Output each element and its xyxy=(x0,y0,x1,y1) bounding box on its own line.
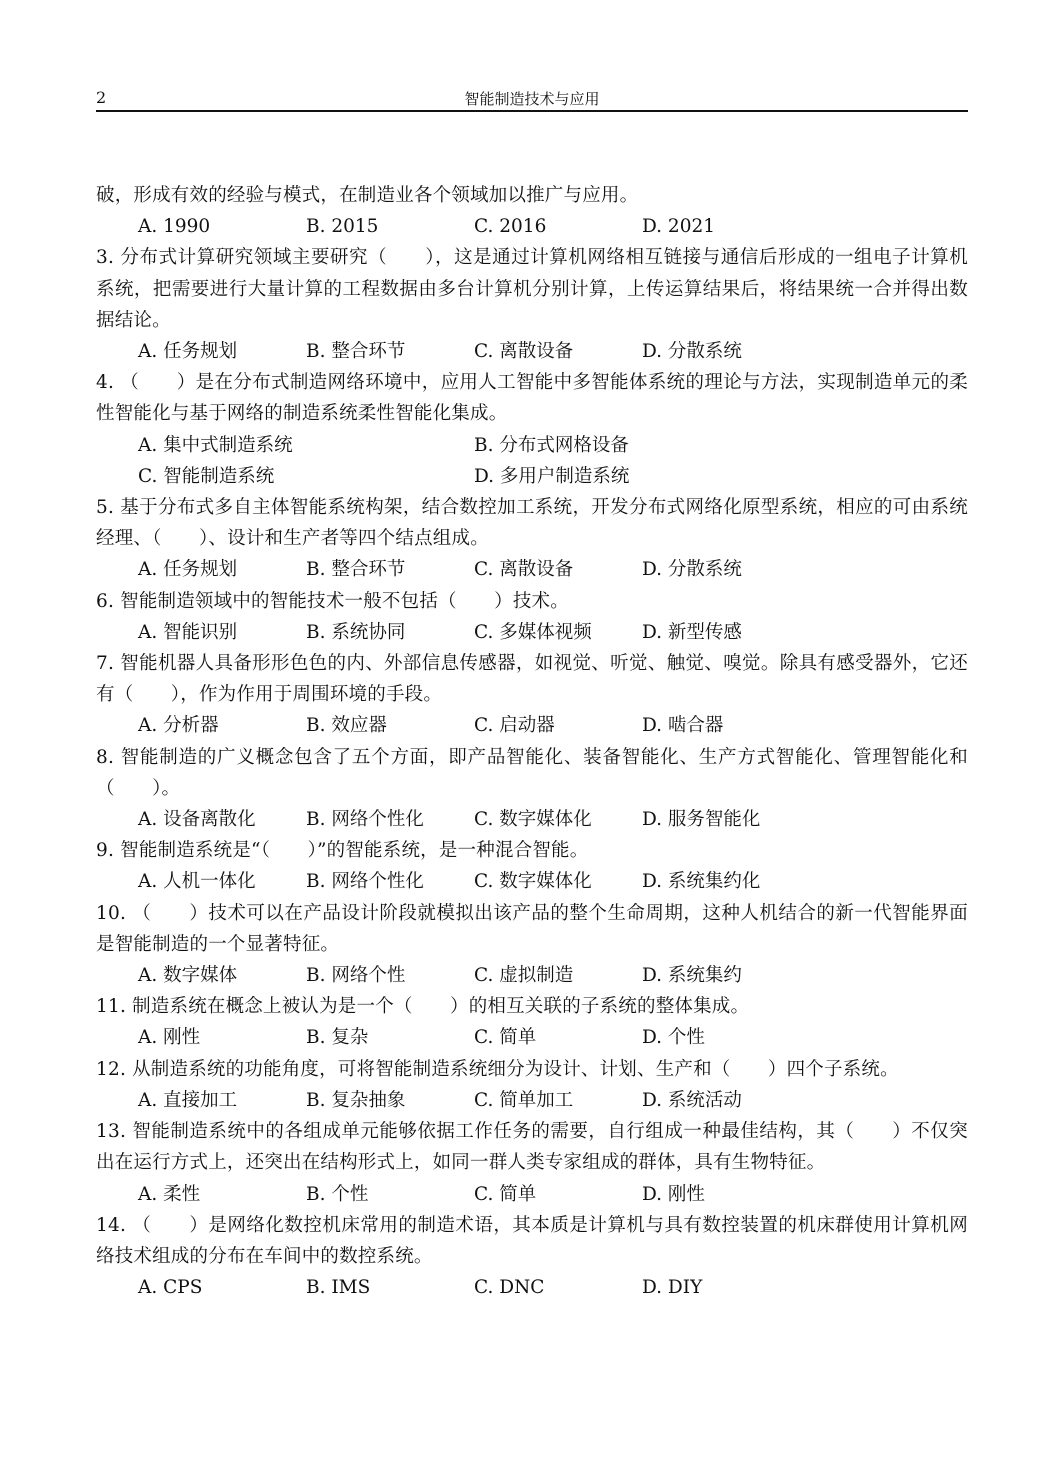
answer-option: B. IMS xyxy=(306,1277,371,1299)
question-block xyxy=(96,242,968,367)
option-row xyxy=(96,1085,968,1116)
answer-option: A. 分析器 xyxy=(138,715,219,737)
answer-option: D. 系统集约化 xyxy=(642,871,761,893)
answer-option: B. 复杂 xyxy=(306,1027,369,1049)
question-stem: 12. 从制造系统的功能角度，可将智能制造系统细分为设计、计划、生产和（ ）四个子系统。 xyxy=(96,1058,899,1080)
question-block xyxy=(96,648,968,742)
answer-option: A. 1990 xyxy=(138,216,211,238)
answer-option: A. 柔性 xyxy=(138,1183,201,1205)
question-stem: 5. 基于分布式多自主体智能系统构架，结合数控加工系统，开发分布式网络化原型系统，相应的可由系统经理、（ ）、设计和生产者等四个结点组成。 xyxy=(96,497,968,550)
question-block xyxy=(96,492,968,586)
answer-option: B. 网络个性化 xyxy=(306,871,424,893)
question-stem: 4. （ ）是在分布式制造网络环境中，应用人工智能中多智能体系统的理论与方法，实现制造单元的柔性智能化与基于网络的制造系统柔性智能化集成。 xyxy=(96,372,968,425)
option-row xyxy=(96,710,968,741)
question-stem: 13. 智能制造系统中的各组成单元能够依据工作任务的需要，自行组成一种最佳结构，其（ ）不仅突出在运行方式上，还突出在结构形式上，如同一群人类专家组成的群体，具有生物特征。 xyxy=(96,1121,968,1174)
option-row xyxy=(96,866,968,897)
option-row xyxy=(96,554,968,585)
answer-option: D. 刚性 xyxy=(642,1183,705,1205)
option-row xyxy=(96,960,968,991)
answer-option: D. 啮合器 xyxy=(642,715,724,737)
question-stem: 破，形成有效的经验与模式，在制造业各个领域加以推广与应用。 xyxy=(96,185,639,206)
answer-option: C. 智能制造系统 xyxy=(138,465,275,487)
answer-option: D. 个性 xyxy=(642,1027,705,1049)
question-stem: 7. 智能机器人具备形形色色的内、外部信息传感器，如视觉、听觉、触觉、嗅觉。除具有感受器外，它还有（ ），作为作用于周围环境的手段。 xyxy=(96,653,968,706)
answer-option: B. 效应器 xyxy=(306,715,387,737)
answer-option: B. 网络个性化 xyxy=(306,809,424,831)
question-block xyxy=(96,180,968,242)
answer-option: D. 分散系统 xyxy=(642,559,742,581)
answer-option: C. 多媒体视频 xyxy=(474,621,592,643)
running-header xyxy=(96,86,968,110)
answer-option: D. 新型传感 xyxy=(642,621,742,643)
answer-option: A. 集中式制造系统 xyxy=(138,434,293,456)
answer-option: C. 简单 xyxy=(474,1183,537,1205)
answer-option: C. 简单加工 xyxy=(474,1089,574,1111)
question-block xyxy=(96,367,968,492)
answer-option: C. 数字媒体化 xyxy=(474,871,592,893)
question-block xyxy=(96,1116,968,1210)
question-stem: 3. 分布式计算研究领域主要研究（ ），这是通过计算机网络相互链接与通信后形成的一组电子计算机系统，把需要进行大量计算的工程数据由多台计算机分别计算，上传运算结果后，将结果统一合并得出数据结论。 xyxy=(96,247,968,331)
option-row xyxy=(96,336,968,367)
answer-option: B. 个性 xyxy=(306,1183,369,1205)
answer-option: B. 2015 xyxy=(306,216,379,238)
question-stem: 10. （ ）技术可以在产品设计阶段就模拟出该产品的整个生命周期，这种人机结合的新一代智能界面是智能制造的一个显著特征。 xyxy=(96,902,968,955)
answer-option: A. 数字媒体 xyxy=(138,965,238,987)
question-block xyxy=(96,586,968,648)
answer-option: D. DIY xyxy=(642,1277,703,1299)
option-row xyxy=(96,430,968,461)
question-stem: 11. 制造系统在概念上被认为是一个（ ）的相互关联的子系统的整体集成。 xyxy=(96,996,750,1018)
answer-option: D. 分散系统 xyxy=(642,341,742,363)
question-block xyxy=(96,835,968,897)
answer-option: B. 系统协同 xyxy=(306,621,406,643)
option-row xyxy=(96,461,968,492)
question-block xyxy=(96,898,968,992)
answer-option: A. 智能识别 xyxy=(138,621,238,643)
answer-option: A. 任务规划 xyxy=(138,559,238,581)
question-block xyxy=(96,742,968,836)
question-stem: 14. （ ）是网络化数控机床常用的制造术语，其本质是计算机与具有数控装置的机床群使用计算机网络技术组成的分布在车间中的数控系统。 xyxy=(96,1214,968,1267)
option-row xyxy=(96,211,968,242)
answer-option: A. 人机一体化 xyxy=(138,871,256,893)
answer-option: D. 服务智能化 xyxy=(642,809,761,831)
header-rule xyxy=(96,110,968,112)
book-title: 智能制造技术与应用 xyxy=(464,90,600,108)
answer-option: A. 设备离散化 xyxy=(138,809,256,831)
question-stem: 6. 智能制造领域中的智能技术一般不包括（ ）技术。 xyxy=(96,590,569,612)
answer-option: C. 离散设备 xyxy=(474,341,574,363)
answer-option: C. 简单 xyxy=(474,1027,537,1049)
option-row xyxy=(96,1272,968,1303)
answer-option: B. 整合环节 xyxy=(306,559,406,581)
answer-option: C. 离散设备 xyxy=(474,559,574,581)
answer-option: D. 系统集约 xyxy=(642,965,742,987)
answer-option: A. 任务规划 xyxy=(138,341,238,363)
page-number: 2 xyxy=(96,88,107,107)
answer-option: C. DNC xyxy=(474,1277,545,1299)
option-row xyxy=(96,804,968,835)
question-block xyxy=(96,1210,968,1304)
answer-option: D. 多用户制造系统 xyxy=(474,465,630,487)
answer-option: A. 直接加工 xyxy=(138,1089,238,1111)
answer-option: C. 启动器 xyxy=(474,715,555,737)
answer-option: D. 系统活动 xyxy=(642,1089,742,1111)
answer-option: D. 2021 xyxy=(642,216,716,238)
question-block xyxy=(96,991,968,1053)
option-row xyxy=(96,1179,968,1210)
answer-option: B. 整合环节 xyxy=(306,341,406,363)
answer-option: B. 分布式网格设备 xyxy=(474,434,629,456)
answer-option: A. 刚性 xyxy=(138,1027,201,1049)
question-stem: 9. 智能制造系统是“（ ）”的智能系统，是一种混合智能。 xyxy=(96,840,589,862)
answer-option: B. 复杂抽象 xyxy=(306,1089,406,1111)
answer-option: C. 虚拟制造 xyxy=(474,965,574,987)
answer-option: A. CPS xyxy=(138,1277,203,1299)
answer-option: C. 2016 xyxy=(474,216,547,238)
option-row xyxy=(96,1022,968,1053)
option-row xyxy=(96,617,968,648)
question-stem: 8. 智能制造的广义概念包含了五个方面，即产品智能化、装备智能化、生产方式智能化、管理智能化和（ ）。 xyxy=(96,746,968,799)
question-block xyxy=(96,1054,968,1116)
answer-option: B. 网络个性 xyxy=(306,965,406,987)
answer-option: C. 数字媒体化 xyxy=(474,809,592,831)
question-list xyxy=(96,180,968,1303)
